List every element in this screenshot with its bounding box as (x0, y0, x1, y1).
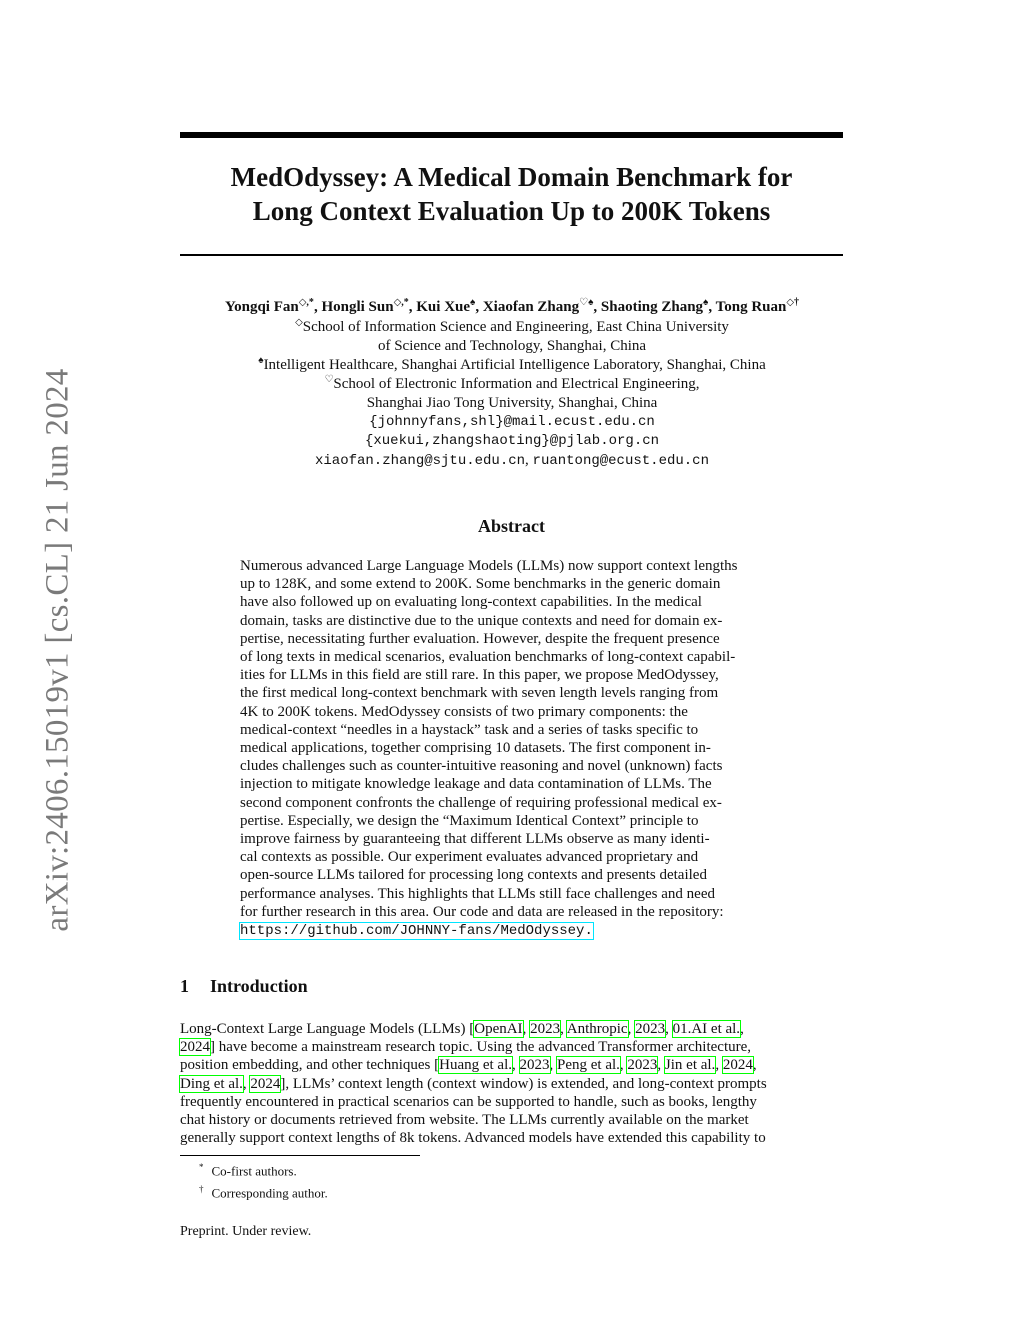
paper-title: MedOdyssey: A Medical Domain Benchmark for Long Context Evaluation Up to 200K Tokens (230, 162, 793, 226)
arxiv-identifier: arXiv:2406.15019v1 [cs.CL] 21 Jun 2024 (39, 368, 76, 932)
intro-line: chat history or documents retrieved from website. The LLMs currently available on the market (180, 1112, 749, 1129)
abstract-body: Numerous advanced Large Language Models (LLMs) now support context lengths up to 128K, and some extend to 200K. Some benchmarks in the generic domain have also followed up on evaluating long-context capabilities. In the medical domain, tasks are distinctive due to the unique contexts and need for domain ex- pertise, necessitating further evaluation. However, despite the frequent presence of long texts in medical scenarios, evaluation benchmarks of long-context capabil- ities for LLMs in this field are still rare. In this paper, we propose MedOdyssey, the first medical long-context benchmark with seven length levels ranging from 4K to 200K tokens. MedOdyssey consists of two primary components: the medical-context “needles in a haystack” task and a series of tasks specific to medical applications, together comprising 10 datasets. The first component in- cludes challenges such as counter-intuitive reasoning and novel (unknown) facts injection to mitigate knowledge leakage and data contamination of LLMs. The second component confronts the challenge of requiring professional medical ex- pertise. Especially, we design the “Maximum Identical Context” principle to improve fairness by guaranteeing that different LLMs observe as many identi- cal contexts as possible. Our experiment evaluates advanced proprietary and open-source LLMs tailored for processing long contexts and presents detailed performance analyses. This highlights that LLMs still face challenges and need for further research in this area. Our code and data are released in the repository: https://github.com/JOHNNY-fans/MedOdyssey. (240, 558, 738, 940)
affiliation-sjtu: ♡School of Electronic Information and Electrical Engineering, (324, 374, 700, 392)
intro-line: frequently encountered in practical scenarios can be supported to handle, such as books, lengthy (180, 1093, 757, 1110)
intro-line: generally support context lengths of 8k tokens. Advanced models have extended this capability to (180, 1130, 766, 1147)
introduction-body (180, 1020, 843, 1147)
intro-line: Ding et al., 2024], LLMs’ context length (context window) is extended, and long-context prompts (180, 1075, 767, 1092)
abstract-heading: Abstract (478, 516, 545, 536)
footnote-co-first: * Co-first authors. (199, 1162, 297, 1179)
preprint-note: Preprint. Under review. (180, 1224, 312, 1239)
citation-link[interactable]: 2024 (722, 1057, 753, 1074)
email-pjlab: {xuekui,zhangshaoting}@pjlab.org.cn (364, 433, 660, 449)
footnote-corresponding: † Corresponding author. (199, 1184, 328, 1201)
affiliation-ecust-cont: of Science and Technology, Shanghai, China (377, 338, 647, 354)
citation-link[interactable]: 2023 (530, 1021, 561, 1037)
affiliation-ecust: ◇School of Information Science and Engineering, East China University (295, 317, 729, 335)
citation-link[interactable]: Peng et al. (557, 1057, 620, 1074)
email-ecust: {johnnyfans,shl}@mail.ecust.edu.cn (369, 414, 655, 430)
title-rule-top (180, 132, 843, 138)
author-block (150, 298, 874, 471)
intro-line: position embedding, and other techniques [Huang et al., 2023, Peng et al., 2023, Jin et al., 2024, (180, 1057, 757, 1074)
citation-link[interactable]: Huang et al. (439, 1057, 512, 1074)
citation-link[interactable]: Jin et al. (664, 1057, 716, 1074)
citation-link[interactable]: 2024 (180, 1039, 210, 1056)
citation-link[interactable]: 2023 (519, 1057, 550, 1074)
repository-link[interactable]: https://github.com/JOHNNY-fans/MedOdyssey. (240, 923, 593, 940)
author-names: Yongqi Fan◇,*, Hongli Sun◇,*, Kui Xue♠, Xiaofan Zhang♡♠, Shaoting Zhang♠, Tong Ruan◇† (224, 297, 800, 315)
citation-link[interactable]: Ding et al. (180, 1075, 243, 1092)
email-line-3: xiaofan.zhang@sjtu.edu.cn, ruantong@ecust.edu.cn (315, 452, 709, 469)
citation-link[interactable]: 2023 (627, 1057, 658, 1074)
citation-link[interactable]: OpenAI (474, 1021, 523, 1037)
section-heading-introduction: 1 Introduction (180, 976, 308, 996)
footnote-rule (180, 1155, 420, 1156)
citation-link[interactable]: 01.AI et al. (672, 1021, 741, 1037)
intro-line: 2024] have become a mainstream research topic. Using the advanced Transformer architecture, (180, 1039, 752, 1056)
footnotes (199, 1158, 328, 1203)
citation-link[interactable]: 2023 (635, 1021, 666, 1037)
citation-link[interactable]: 2024 (250, 1075, 281, 1092)
affiliation-shlab: ♠Intelligent Healthcare, Shanghai Artificial Intelligence Laboratory, Shanghai, China (258, 355, 766, 373)
title-rule-bottom (180, 254, 843, 256)
citation-link[interactable]: Anthropic (566, 1021, 628, 1037)
intro-line: Long-Context Large Language Models (LLMs) [OpenAI, 2023, Anthropic, 2023, 01.AI et al., (180, 1021, 744, 1037)
affiliation-sjtu-cont: Shanghai Jiao Tong University, Shanghai, China (366, 395, 658, 411)
